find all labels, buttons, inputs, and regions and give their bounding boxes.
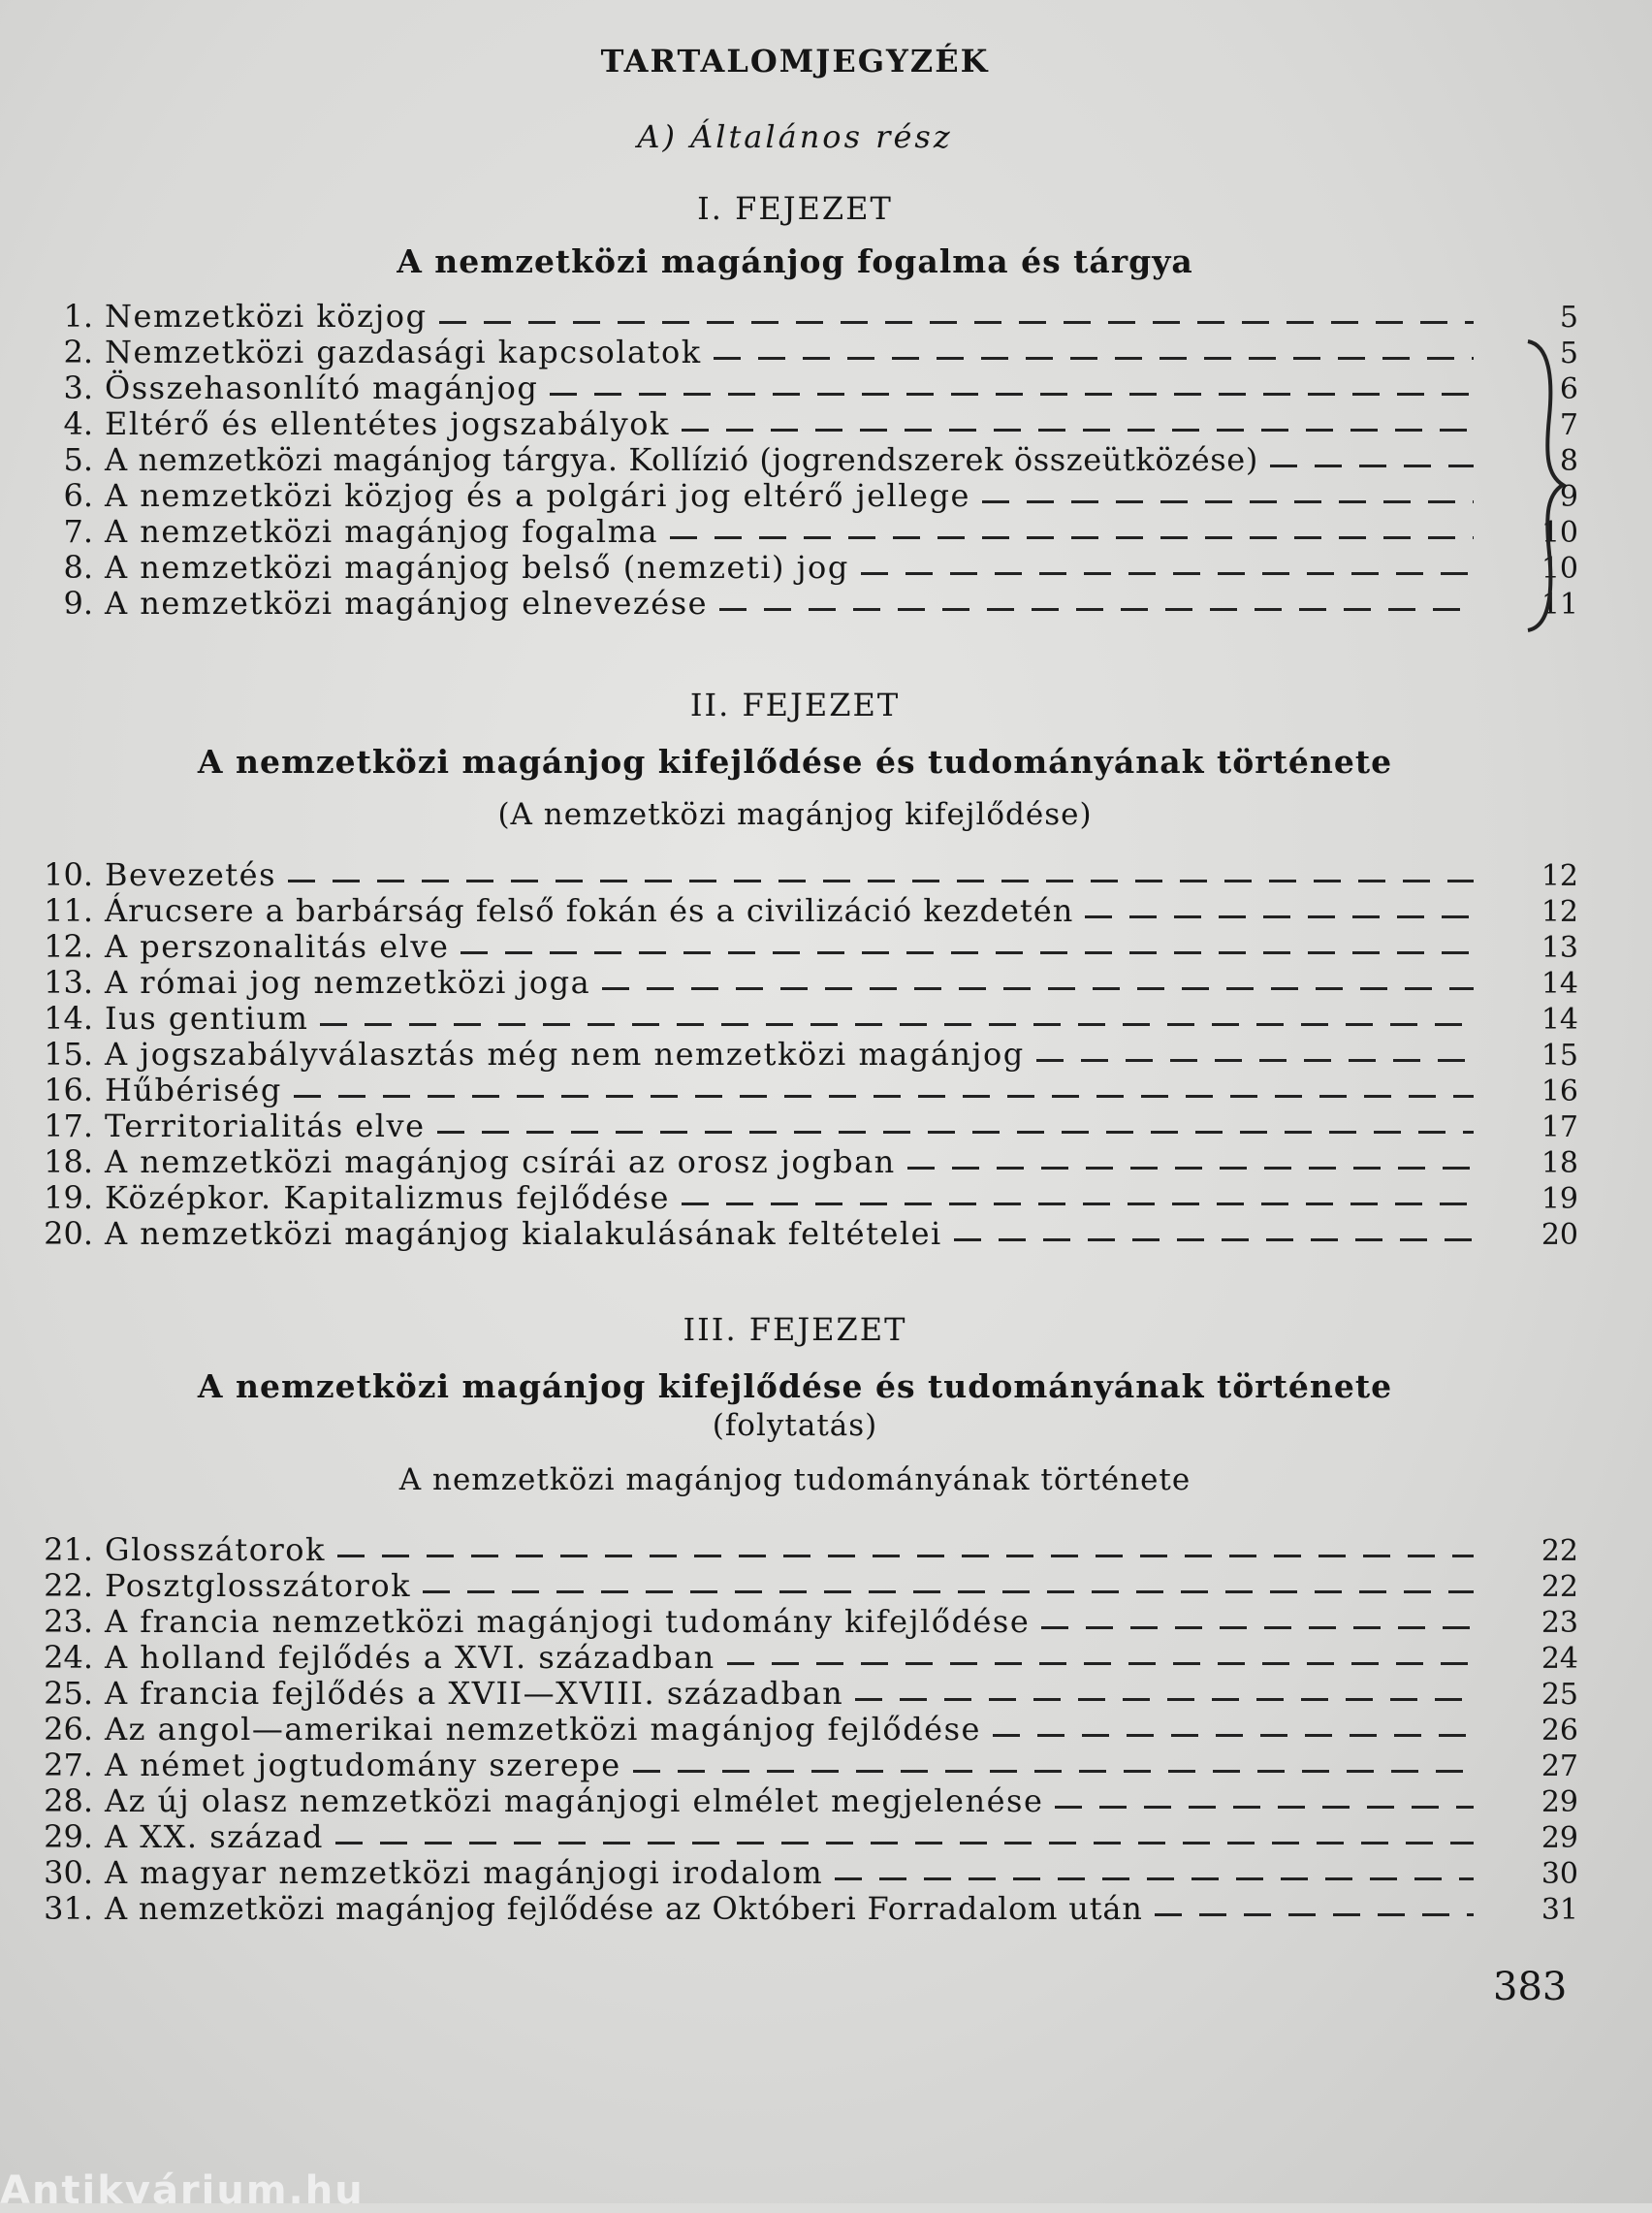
entry-number: 26. [44,1711,93,1748]
entry-page: 12 [1541,895,1578,929]
entry-number: 14. [44,1000,93,1037]
leader-dashes [439,321,1474,324]
leader-dashes [954,1238,1474,1241]
entry-title: Összehasonlító magánjog [105,369,539,406]
leader-dashes [550,393,1474,396]
leader-dashes [861,572,1474,575]
entry-title: A perszonalitás elve [105,928,450,965]
entry-number: 5. [63,441,93,478]
entry-page: 11 [1541,588,1578,622]
toc-entry[interactable] [27,1180,1578,1216]
entry-number: 8. [63,549,93,586]
leader-dashes [1270,465,1474,467]
entry-page: 20 [1541,1218,1578,1252]
leader-dashes [855,1698,1474,1701]
leader-dashes [1155,1913,1474,1916]
entry-number: 19. [44,1179,93,1216]
entry-number: 29. [44,1818,93,1855]
leader-dashes [461,951,1474,954]
entry-title: A magyar nemzetközi magánjogi irodalom [105,1854,824,1891]
entry-title: A XX. század [105,1818,324,1855]
leader-dashes [1041,1626,1474,1629]
toc-entry[interactable] [27,1073,1578,1108]
entry-page: 12 [1541,859,1578,893]
entry-title: Glosszátorok [105,1531,326,1568]
entry-title: Territorialitás elve [105,1107,426,1144]
page-number: 383 [1493,1965,1568,2009]
entry-title: A nemzetközi magánjog fejlődése az Októberi Forradalom után [105,1890,1143,1927]
entry-page: 15 [1541,1039,1578,1073]
entry-number: 9. [63,585,93,622]
entry-page: 10 [1541,516,1578,550]
entry-number: 13. [44,964,93,1001]
toc-entry[interactable] [27,1712,1578,1748]
curly-brace-icon [1520,339,1569,632]
entry-page: 22 [1541,1534,1578,1568]
toc-entry[interactable] [27,1819,1578,1855]
toc-entry[interactable] [27,1676,1578,1712]
entry-page: 19 [1541,1182,1578,1216]
toc-entry[interactable] [27,370,1578,406]
entry-page: 14 [1541,967,1578,1001]
toc-entry[interactable] [27,1748,1578,1783]
toc-entry[interactable] [27,893,1578,929]
toc-entry[interactable] [27,857,1578,893]
chapter-3-heading-note: (folytatás) [712,1408,878,1443]
entry-page: 23 [1541,1606,1578,1640]
entry-page: 10 [1541,552,1578,586]
entry-page: 27 [1541,1749,1578,1783]
entry-number: 22. [44,1567,93,1604]
entry-page: 6 [1559,372,1578,406]
entry-page: 26 [1541,1714,1578,1748]
toc-entry[interactable] [27,335,1578,370]
leader-dashes [1036,1059,1474,1062]
entry-number: 27. [44,1747,93,1783]
chapter-3-subheading: A nemzetközi magánjog tudományának története [398,1462,1191,1497]
toc-entry[interactable] [27,550,1578,586]
toc-entry[interactable] [27,1001,1578,1037]
entry-page: 13 [1541,931,1578,965]
entry-page: 29 [1541,1821,1578,1855]
toc-entry[interactable] [27,478,1578,514]
toc-entry[interactable] [27,1783,1578,1819]
entry-number: 6. [63,477,93,514]
leader-dashes [437,1131,1474,1134]
entry-page: 7 [1559,408,1578,442]
entry-number: 16. [44,1072,93,1108]
leader-dashes [714,357,1474,360]
entry-title: Az angol—amerikai nemzetközi magánjog fejlődése [105,1711,981,1748]
toc-entry[interactable] [27,514,1578,550]
entry-page: 5 [1559,337,1578,370]
entry-page: 9 [1559,480,1578,514]
entry-number: 4. [63,405,93,442]
chapter-3-heading: A nemzetközi magánjog kifejlődése és tudományának története [197,1367,1393,1405]
toc-entry[interactable] [27,1604,1578,1640]
page-title: TARTALOMJEGYZÉK [600,43,990,80]
entry-page: 18 [1541,1146,1578,1180]
leader-dashes [335,1842,1474,1844]
leader-dashes [1055,1806,1474,1809]
leader-dashes [835,1877,1474,1880]
leader-dashes [682,429,1474,432]
entry-number: 21. [44,1531,93,1568]
entry-title: A nemzetközi magánjog tárgya. Kollízió (jogrendszerek összeütközése) [105,441,1258,478]
entry-page: 8 [1559,444,1578,478]
entry-page: 14 [1541,1003,1578,1037]
entry-title: Hűbériség [105,1072,282,1108]
entry-number: 2. [63,334,93,370]
leader-dashes [337,1555,1474,1557]
entry-title: Posztglosszátorok [105,1567,411,1604]
entry-page: 16 [1541,1074,1578,1108]
chapter-2-heading: A nemzetközi magánjog kifejlődése és tudományának története [197,743,1393,781]
entry-title: A nemzetközi magánjog csírái az orosz jogban [105,1143,896,1180]
leader-dashes [719,608,1474,611]
chapter-1-label: I. FEJEZET [697,190,893,227]
leader-dashes [993,1734,1474,1737]
toc-entry[interactable] [27,1640,1578,1676]
leader-dashes [288,880,1474,882]
chapter-2-label: II. FEJEZET [689,687,901,723]
toc-entry[interactable] [27,929,1578,965]
chapter-3-label: III. FEJEZET [683,1311,907,1348]
entry-title: Bevezetés [105,856,276,893]
entry-number: 23. [44,1603,93,1640]
entry-title: Ius gentium [105,1000,309,1037]
entry-page: 24 [1541,1642,1578,1676]
entry-number: 24. [44,1639,93,1676]
toc-entry[interactable] [27,1532,1578,1568]
entry-number: 20. [44,1215,93,1252]
entry-number: 11. [44,892,93,929]
leader-dashes [727,1662,1474,1665]
entry-page: 29 [1541,1785,1578,1819]
entry-title: Nemzetközi közjog [105,298,428,335]
entry-number: 17. [44,1107,93,1144]
entry-number: 31. [44,1890,93,1927]
chapter-2-toc [27,857,1578,1252]
entry-title: Eltérő és ellentétes jogszabályok [105,405,670,442]
toc-entry[interactable] [27,1891,1578,1927]
toc-entry[interactable] [27,1037,1578,1073]
entry-page: 31 [1541,1893,1578,1927]
entry-number: 30. [44,1854,93,1891]
entry-number: 15. [44,1036,93,1073]
part-title: A) Általános rész [637,118,953,155]
leader-dashes [423,1590,1474,1593]
leader-dashes [982,500,1474,503]
toc-entry[interactable] [27,586,1578,622]
toc-entry[interactable] [27,1568,1578,1604]
toc-entry[interactable] [27,1144,1578,1180]
entry-page: 17 [1541,1110,1578,1144]
leader-dashes [1085,915,1474,918]
entry-page: 22 [1541,1570,1578,1604]
entry-page: 30 [1541,1857,1578,1891]
toc-entry[interactable] [27,406,1578,442]
leader-dashes [682,1203,1474,1205]
entry-title: A holland fejlődés a XVI. században [105,1639,715,1676]
toc-entry[interactable] [27,965,1578,1001]
entry-number: 7. [63,513,93,550]
leader-dashes [633,1770,1474,1773]
entry-number: 3. [63,369,93,406]
entry-title: A római jog nemzetközi joga [105,964,591,1001]
toc-entry[interactable] [27,442,1578,478]
entry-title: A nemzetközi magánjog belső (nemzeti) jog [105,549,849,586]
leader-dashes [602,987,1474,990]
entry-number: 18. [44,1143,93,1180]
entry-title: Az új olasz nemzetközi magánjogi elmélet megjelenése [105,1782,1044,1819]
entry-title: A német jogtudomány szerepe [105,1747,621,1783]
entry-title: A francia nemzetközi magánjogi tudomány kifejlődése [105,1603,1031,1640]
entry-title: Nemzetközi gazdasági kapcsolatok [105,334,702,370]
toc-entry[interactable] [27,1216,1578,1252]
entry-title: Árucsere a barbárság felső fokán és a civilizáció kezdetén [105,892,1074,929]
chapter-1-toc [27,299,1578,622]
leader-dashes [294,1095,1474,1098]
chapter-1-heading: A nemzetközi magánjog fogalma és tárgya [397,242,1193,280]
leader-dashes [670,536,1474,539]
leader-dashes [320,1023,1474,1026]
entry-title: A francia fejlődés a XVII—XVIII. században [105,1675,844,1712]
toc-entry[interactable] [27,1108,1578,1144]
chapter-2-subheading: (A nemzetközi magánjog kifejlődése) [497,797,1093,832]
entry-page: 25 [1541,1678,1578,1712]
entry-title: A nemzetközi magánjog elnevezése [105,585,709,622]
leader-dashes [907,1167,1474,1170]
entry-title: A nemzetközi magánjog fogalma [105,513,659,550]
entry-title: A nemzetközi közjog és a polgári jog eltérő jellege [105,477,970,514]
entry-title: A jogszabályválasztás még nem nemzetközi magánjog [105,1036,1025,1073]
entry-title: A nemzetközi magánjog kialakulásának feltételei [105,1215,942,1252]
entry-number: 1. [63,298,93,335]
watermark: Antikvárium.hu [0,2168,365,2213]
chapter-3-toc [27,1532,1578,1927]
entry-title: Középkor. Kapitalizmus fejlődése [105,1179,670,1216]
entry-number: 25. [44,1675,93,1712]
entry-page: 5 [1559,301,1578,335]
toc-entry[interactable] [27,1855,1578,1891]
entry-number: 28. [44,1782,93,1819]
toc-entry[interactable] [27,299,1578,335]
entry-number: 10. [44,856,93,893]
entry-number: 12. [44,928,93,965]
